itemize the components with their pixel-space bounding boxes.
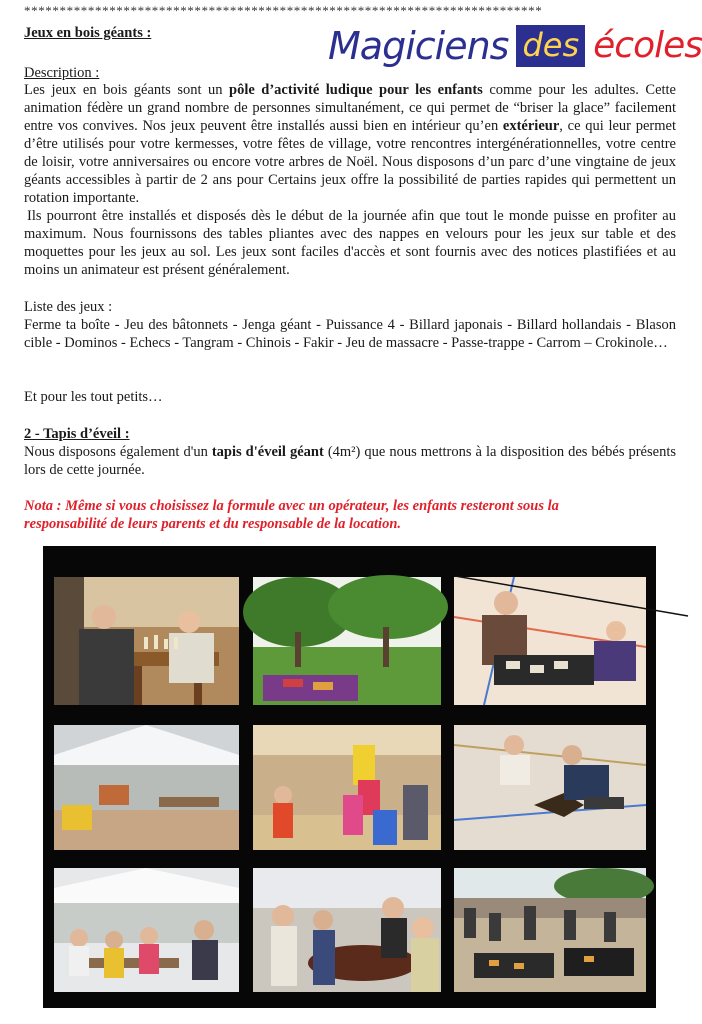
tapis-description: Nous disposons également d'un tapis d'éveil géant (4m²) que nous mettrons à la disposition des bébés présents lors de cette journée. [24,444,676,478]
decorative-star-rule: ************************************************************************* [24,3,543,18]
section-title-tapis: 2 - Tapis d’éveil : [24,426,130,442]
photo-gym-stacking [253,725,441,850]
games-list-label: Liste des jeux : [24,299,113,315]
logo-word-des: des [516,25,585,67]
logo-word-ecoles: écoles [593,25,702,66]
small-children-line: Et pour les tout petits… [24,389,163,405]
photo-tent-interior [54,725,239,850]
description-body [24,81,676,279]
logo-word-magiciens: Magiciens [328,24,509,68]
description-label: Description : [24,65,100,81]
photo-outdoor-crowd [454,868,646,992]
description-paragraph-1: Les jeux en bois géants sont un pôle d’activité ludique pour les enfants comme pour les adultes. Cette animation fédère un grand nombre de personnes simultanément, ce qui permet de “briser la glace” facilement entre vos convives. Nos jeux peuvent être installés aussi bien en intérieur qu’en extérieur, ce qui leur permet d’être utilisés pour votre kermesses, votre fêtes de village, votre rencontres intergénérationnelles, votre centre de loisir, votre anniversaires ou encore votre arbres de Noël. Nous disposons d’un parc d’une vingtaine de jeux géants accessibles à partir de 2 ans pour Certains jeux offre la possibilité de parties rapides qui permettent un rotation importante. [24,82,676,206]
photo-kids-table-game [253,868,441,992]
emphasis-tapis: tapis d'éveil géant [211,444,324,460]
photo-floor-tangram [454,725,646,850]
emphasis-activity: pôle d’activité ludique pour les enfants [229,82,483,98]
description-paragraph-2: Ils pourront être installés et disposés dès le début de la journée afin que tout le monde puisse en profiter au maximum. Nous fournissons des tables pliantes avec des nappes en velours pour les jeux sur table et des moquettes pour les jeux au sol. Les jeux sont faciles d'accès et sont fournis avec des notices plastifiées et au moins un animateur est présent généralement. [24,208,676,278]
callout-pointer-line [455,572,688,622]
nota-warning: Nota : Même si vous choisissez la formule avec un opérateur, les enfants resteront sous la responsabilité de leurs parents et du responsable de la location. [24,498,559,532]
emphasis-exterior: extérieur [502,118,560,134]
photo-garden-trees [253,577,441,705]
brand-logo [328,18,702,74]
photo-tent-tables [54,868,239,992]
section-title-jeux: Jeux en bois géants : [24,25,152,41]
games-list: Ferme ta boîte - Jeu des bâtonnets - Jenga géant - Puissance 4 - Billard japonais - Billard hollandais - Blason cible - Dominos - Echecs - Tangram - Chinois - Fakir - Jeu de massacre - Passe-trappe - Carrom – Crokinole… [24,317,676,351]
photo-chess-game [54,577,239,705]
